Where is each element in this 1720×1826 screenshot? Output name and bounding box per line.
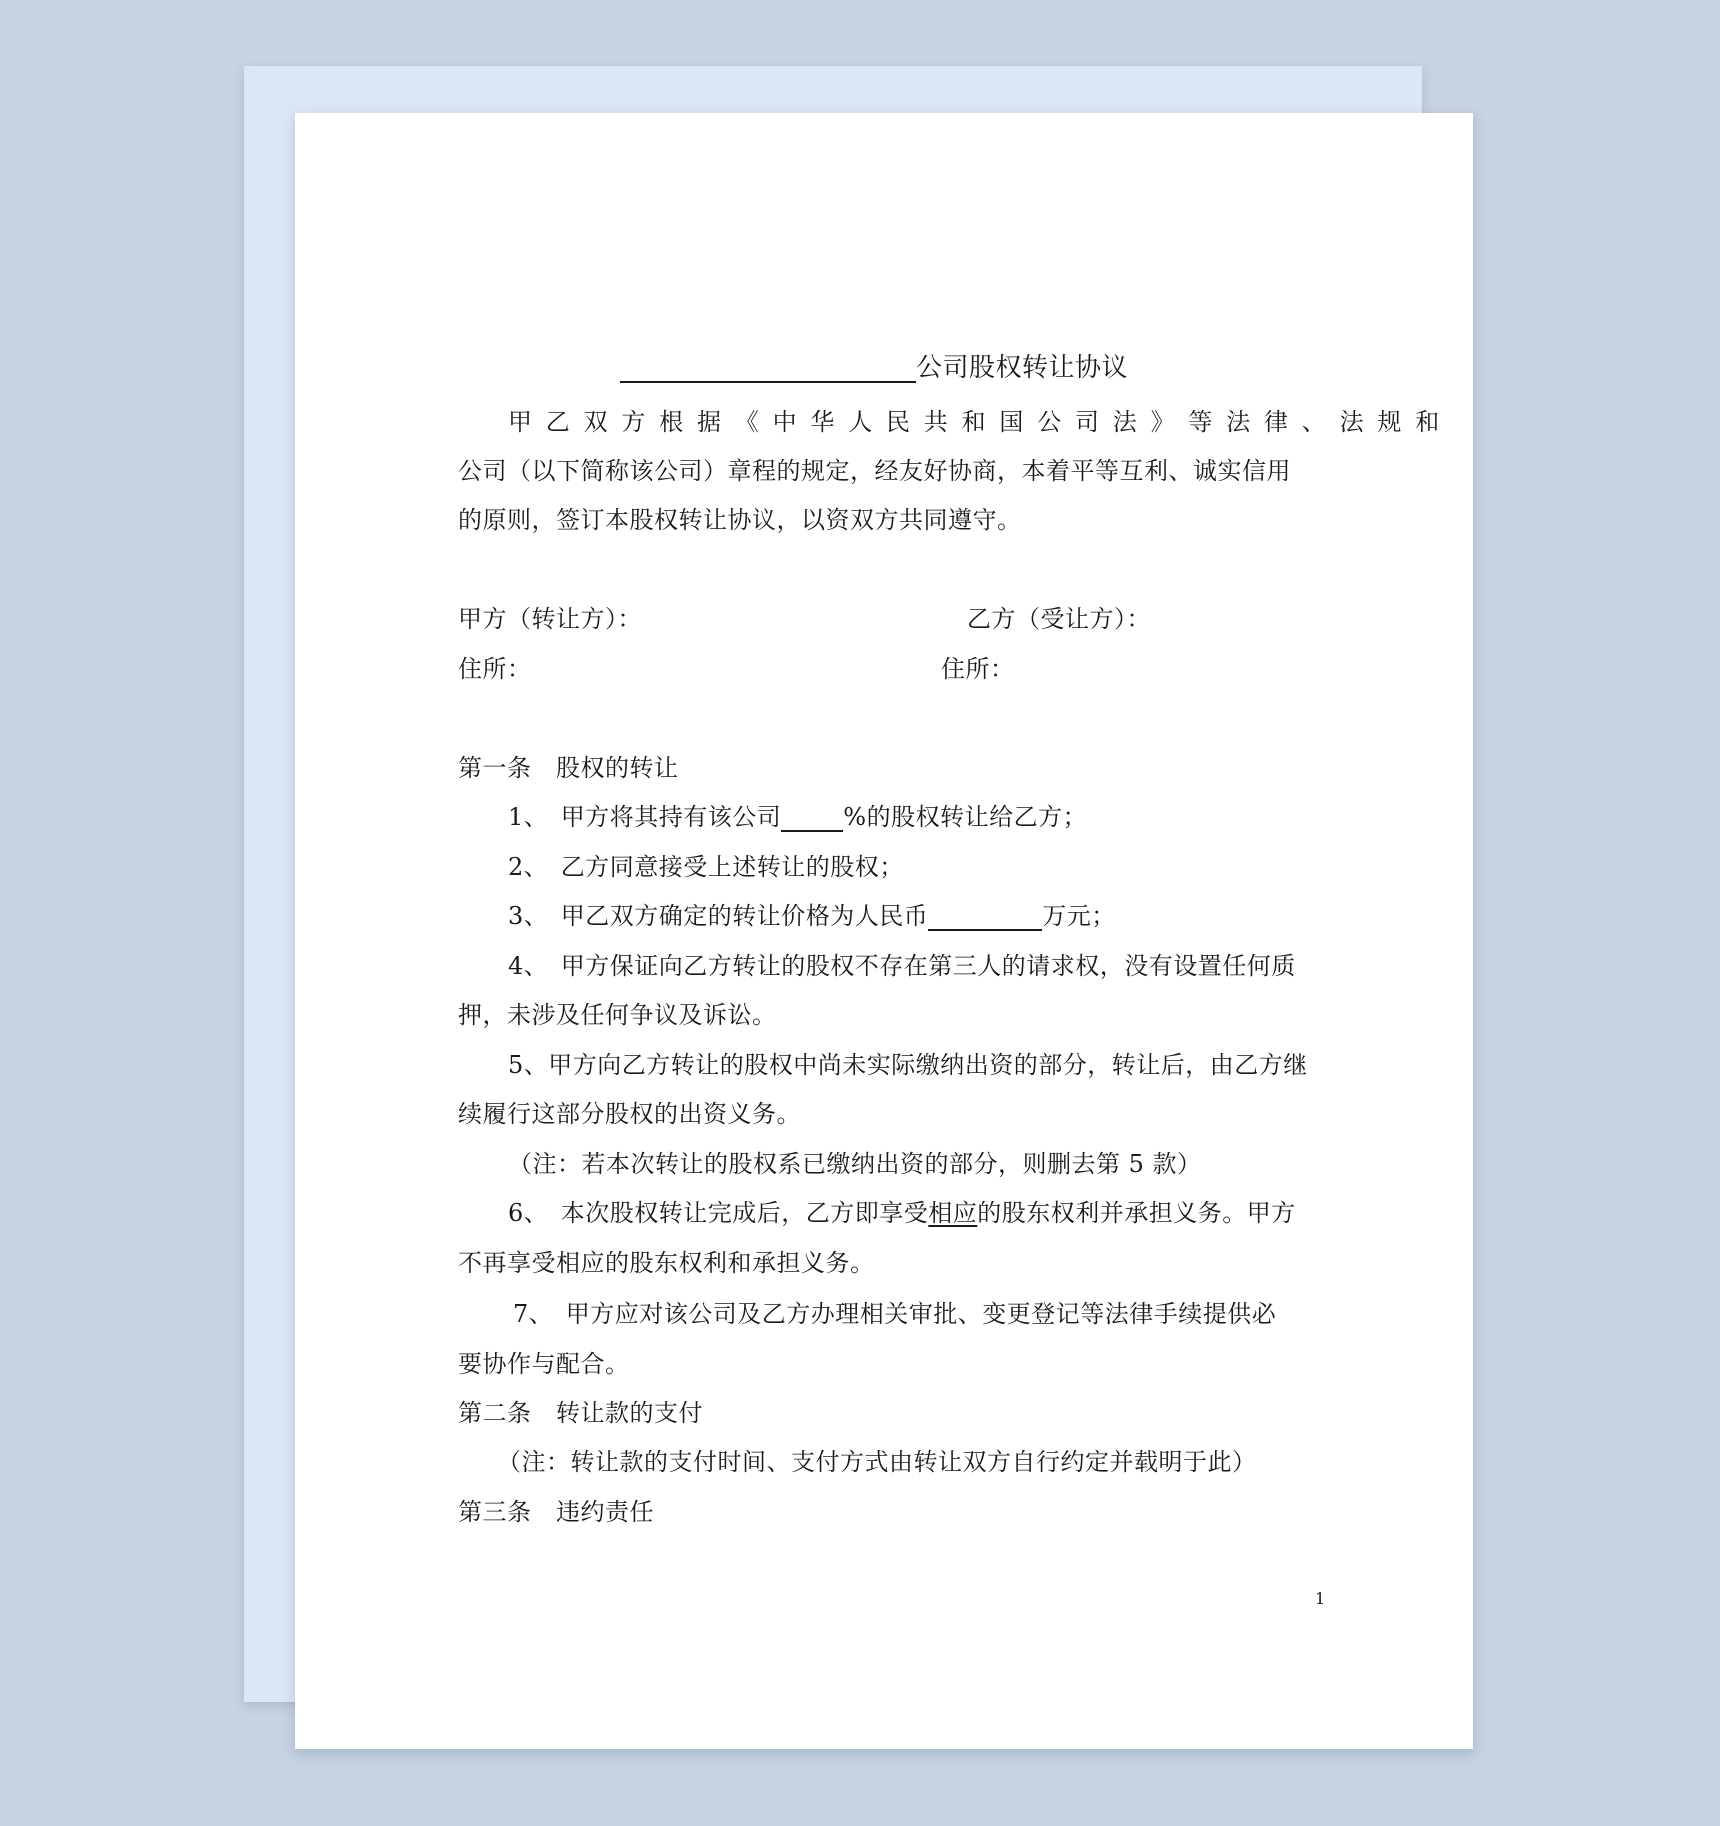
party-a-label: 甲方（转让方）：: [458, 605, 642, 633]
article-1-item-5-line-1: 5、甲方向乙方转让的股权中尚未实际缴纳出资的部分，转让后，由乙方继: [508, 1051, 1308, 1079]
intro-line-1: 甲乙双方根据《中华人民共和国公司法》等法律、法规和: [508, 408, 1453, 436]
intro-line-3: 的原则，签订本股权转让协议，以资双方共同遵守。: [458, 506, 1022, 534]
intro-line-2: 公司（以下简称该公司）章程的规定，经友好协商，本着平等互利、诚实信用: [458, 457, 1291, 485]
article-2-heading: 第二条 转让款的支付: [458, 1399, 703, 1427]
article-1-item-2: 2、 乙方同意接受上述转让的股权；: [508, 853, 904, 881]
article-1-item-7-line-2: 要协作与配合。: [458, 1350, 630, 1378]
party-b-label: 乙方（受让方）：: [967, 605, 1151, 633]
document-page: [295, 113, 1473, 1749]
article-1-item-7-line-1: 7、 甲方应对该公司及乙方办理相关审批、变更登记等法律手续提供必: [513, 1300, 1277, 1328]
address-b-label: 住所：: [941, 655, 1015, 683]
article-1-item-6-line-2: 不再享受相应的股东权利和承担义务。: [458, 1249, 875, 1277]
article-1-item-6-line-1: 6、 本次股权转让完成后，乙方即享受相应的股东权利并承担义务。甲方: [508, 1199, 1296, 1227]
document-title: 公司股权转让协议: [620, 353, 1128, 383]
page-number: 1: [1315, 1589, 1326, 1608]
percentage-blank: [781, 804, 843, 832]
article-1-item-3: 3、 甲乙双方确定的转让价格为人民币 万元；: [508, 902, 1116, 930]
article-1-item-4-line-2: 押，未涉及任何争议及诉讼。: [458, 1001, 777, 1029]
article-1-item-1: 1、 甲方将其持有该公司 %的股权转让给乙方；: [508, 803, 1088, 831]
article-3-heading: 第三条 违约责任: [458, 1498, 654, 1526]
company-name-blank: [620, 355, 916, 383]
article-1-note: （注：若本次转让的股权系已缴纳出资的部分，则删去第 5 款）: [508, 1150, 1202, 1178]
article-1-item-4-line-1: 4、 甲方保证向乙方转让的股权不存在第三人的请求权，没有设置任何质: [508, 952, 1296, 980]
address-a-label: 住所：: [458, 655, 532, 683]
article-1-item-5-line-2: 续履行这部分股权的出资义务。: [458, 1100, 801, 1128]
price-blank: [928, 903, 1042, 931]
article-2-note: （注：转让款的支付时间、支付方式由转让双方自行约定并载明于此）: [497, 1448, 1257, 1476]
article-1-heading: 第一条 股权的转让: [458, 754, 679, 782]
